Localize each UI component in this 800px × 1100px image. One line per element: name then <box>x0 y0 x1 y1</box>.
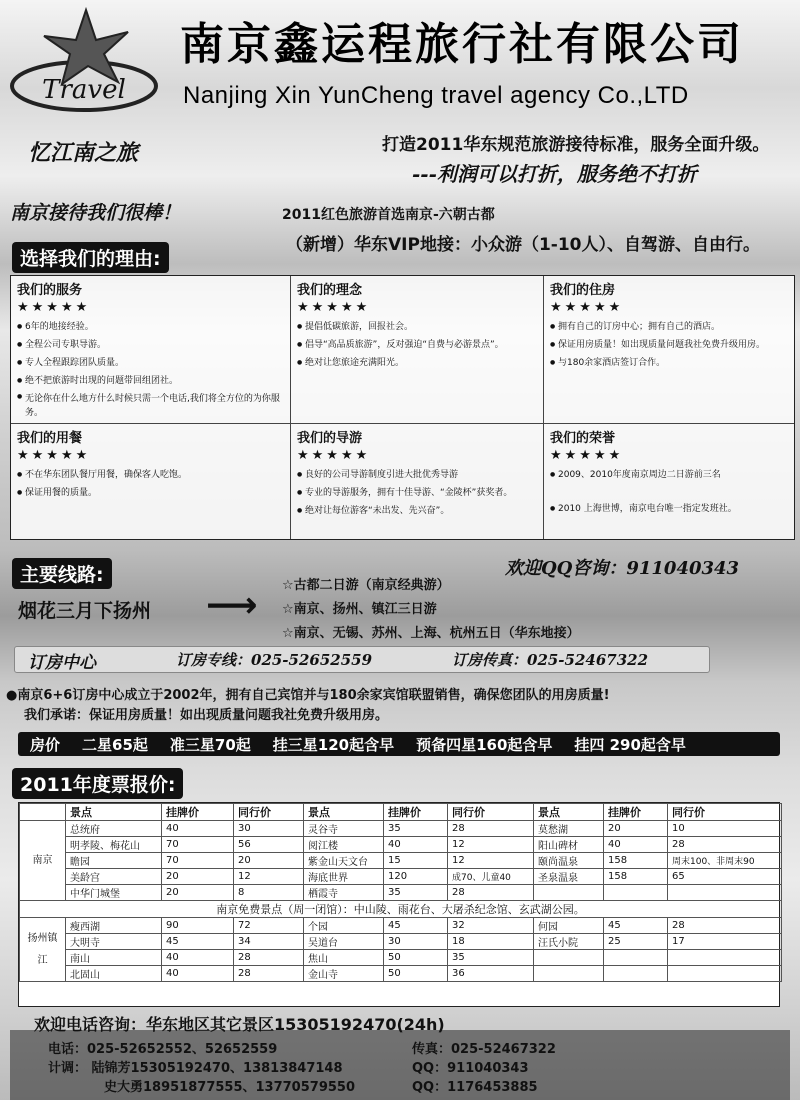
cell: 莫愁湖 <box>534 821 604 837</box>
cell: 南山 <box>66 950 162 966</box>
cell: 阅江楼 <box>304 837 384 853</box>
cell: 海底世界 <box>304 869 384 885</box>
cell: 65 <box>668 869 782 885</box>
phone-numbers: 电话：025-52652552、52652559 <box>48 1042 278 1057</box>
reason-cell-dining <box>11 424 291 539</box>
reason-item: ● 专人全程跟踪团队质量。 <box>17 354 284 372</box>
cell: 金山寺 <box>304 966 384 982</box>
cell: 栖霞寺 <box>304 885 384 901</box>
cell: 40 <box>162 950 234 966</box>
route-highlight: 烟花三月下扬州 <box>18 600 152 622</box>
cell: 25 <box>604 934 668 950</box>
reason-item: ● 保证用房质量！如出现质量问题我社免费升级用房。 <box>550 336 788 354</box>
cell: 瘦西湖 <box>66 918 162 934</box>
table-row <box>20 853 782 869</box>
reason-item: ● 不在华东团队餐厅用餐，确保客人吃饱。 <box>17 466 284 484</box>
cell: 34 <box>234 934 304 950</box>
reason-item: ● 专业的导游服务，拥有十佳导游、“金陵杯”获奖者。 <box>297 484 537 502</box>
region-yangzhou-zhenjiang: 扬州镇江 <box>20 918 66 982</box>
cell: 圣泉温泉 <box>534 869 604 885</box>
col-header: 同行价 <box>234 804 304 821</box>
cell: 28 <box>448 885 534 901</box>
booking-note: ●南京6+6订房中心成立于2002年，拥有自己宾馆并与180余家宾馆联盟销售，确保您团队的用房质量! <box>6 688 610 703</box>
star-rating: ★★★★★ <box>17 300 91 315</box>
reason-cell-philosophy <box>291 276 544 424</box>
reason-cell-service <box>11 276 291 424</box>
cell: 45 <box>162 934 234 950</box>
cell: 28 <box>668 837 782 853</box>
cell: 45 <box>384 918 448 934</box>
cell: 紫金山天文台 <box>304 853 384 869</box>
cell: 20 <box>604 821 668 837</box>
cell: 18 <box>448 934 534 950</box>
cell: 中华门城堡 <box>66 885 162 901</box>
cell: 50 <box>384 966 448 982</box>
reason-item: ● 6年的地接经验。 <box>17 318 284 336</box>
cell: 35 <box>384 885 448 901</box>
contact-fax: 传真：025-52467322 <box>412 1042 556 1057</box>
cell: 40 <box>604 837 668 853</box>
reason-item: ● 良好的公司导游制度引进大批优秀导游 <box>297 466 537 484</box>
table-row <box>20 934 782 950</box>
reason-item: ● 2010 上海世博，南京电台唯一指定发班社。 <box>550 500 788 518</box>
route-item: ☆南京、扬州、镇江三日游 <box>282 602 437 617</box>
reasons-header: 选择我们的理由: <box>12 242 169 273</box>
cell: 12 <box>448 837 534 853</box>
cell: 158 <box>604 869 668 885</box>
hotel-price-bar <box>18 732 780 756</box>
cell <box>534 966 604 982</box>
route-item: ☆南京、无锡、苏州、上海、杭州五日（华东地接） <box>282 626 580 641</box>
cell: 总统府 <box>66 821 162 837</box>
cell: 8 <box>234 885 304 901</box>
reason-item: ● 倡导“高品质旅游”，反对强迫“自费与必游景点”。 <box>297 336 537 354</box>
free-attractions-row <box>20 901 782 918</box>
star-rating: ★★★★★ <box>17 448 91 463</box>
cell <box>668 966 782 982</box>
cell: 30 <box>234 821 304 837</box>
cell: 大明寺 <box>66 934 162 950</box>
reason-item: ● 绝不把旅游时出现的问题带回组团社。 <box>17 372 284 390</box>
col-header: 同行价 <box>448 804 534 821</box>
cell: 明孝陵、梅花山 <box>66 837 162 853</box>
cell: 36 <box>448 966 534 982</box>
reason-item: ● 保证用餐的质量。 <box>17 484 284 502</box>
cell: 40 <box>384 837 448 853</box>
table-row <box>20 821 782 837</box>
table-row <box>20 966 782 982</box>
cell: 120 <box>384 869 448 885</box>
region-nanjing: 南京 <box>20 821 66 901</box>
reason-item: ● 与180余家酒店签订合作。 <box>550 354 788 372</box>
slogan-discount: ---利润可以打折，服务绝不打折 <box>412 162 697 186</box>
cell: 北固山 <box>66 966 162 982</box>
booking-fax: 订房传真：025-52467322 <box>452 651 649 669</box>
price-item: 二星65起 <box>82 735 148 754</box>
cell: 30 <box>384 934 448 950</box>
reason-cell-honors <box>544 424 794 539</box>
cell: 20 <box>162 869 234 885</box>
cell: 70 <box>162 853 234 869</box>
cell: 吴道台 <box>304 934 384 950</box>
reason-item: ● 绝对让您旅途充满阳光。 <box>297 354 537 372</box>
cell <box>668 950 782 966</box>
price-item: 准三星70起 <box>169 735 251 754</box>
cell: 17 <box>668 934 782 950</box>
cell: 72 <box>234 918 304 934</box>
cell: 20 <box>234 853 304 869</box>
col-header: 挂牌价 <box>384 804 448 821</box>
col-header: 景点 <box>66 804 162 821</box>
qq-welcome: 欢迎QQ咨询：911040343 <box>505 558 740 579</box>
memory-tagline: 忆江南之旅 <box>28 140 139 166</box>
star-rating: ★★★★★ <box>297 448 371 463</box>
route-item: ☆古都二日游（南京经典游） <box>282 578 450 593</box>
star-rating: ★★★★★ <box>297 300 371 315</box>
reason-title: 我们的导游 <box>297 431 363 446</box>
col-header: 同行价 <box>668 804 782 821</box>
arrow-right-icon: ⟶ <box>206 585 258 626</box>
reason-item: ● 2009、2010年度南京周边二日游前三名 <box>550 466 788 484</box>
table-row <box>20 837 782 853</box>
logo-text: Travel <box>42 75 126 105</box>
cell <box>604 885 668 901</box>
price-item: 预备四星160起含早 <box>416 735 553 754</box>
reason-title: 我们的服务 <box>17 283 83 298</box>
cell <box>604 950 668 966</box>
cell: 28 <box>668 918 782 934</box>
col-header: 挂牌价 <box>604 804 668 821</box>
reason-title: 我们的用餐 <box>17 431 83 446</box>
cell: 周末100、非周末90 <box>668 853 782 869</box>
vip-line: （新增）华东VIP地接：小众游（1-10人）、自驾游、自由行。 <box>286 235 760 255</box>
reason-cell-guide <box>291 424 544 539</box>
price-item: 挂四 290起含早 <box>574 735 686 754</box>
reason-item: ● 绝对让每位游客“未出发、先兴奋”。 <box>297 502 537 520</box>
cell: 美龄宫 <box>66 869 162 885</box>
cell: 32 <box>448 918 534 934</box>
company-name-cn: 南京鑫运程旅行社有限公司 <box>180 19 744 70</box>
routes-header: 主要线路: <box>12 558 112 589</box>
cell: 焦山 <box>304 950 384 966</box>
booking-hotline: 订房专线：025-52652559 <box>176 651 373 669</box>
table-row <box>20 950 782 966</box>
booking-center-label: 订房中心 <box>28 653 96 673</box>
price-label: 房价 <box>30 735 61 754</box>
reason-item: ● 全程公司专职导游。 <box>17 336 284 354</box>
cell: 阳山碑材 <box>534 837 604 853</box>
table-row <box>20 869 782 885</box>
table-header-row <box>20 804 782 821</box>
contact-qq: QQ：911040343 <box>412 1061 529 1076</box>
reason-title: 我们的理念 <box>297 283 363 298</box>
reason-title: 我们的荣誉 <box>550 431 616 446</box>
cell: 40 <box>162 821 234 837</box>
cell <box>534 950 604 966</box>
table-row <box>20 885 782 901</box>
cell: 个园 <box>304 918 384 934</box>
cell: 10 <box>668 821 782 837</box>
reasons-grid <box>10 275 795 540</box>
cell: 12 <box>448 853 534 869</box>
star-rating: ★★★★★ <box>550 448 624 463</box>
cell: 15 <box>384 853 448 869</box>
price-item: 挂三星120起含早 <box>272 735 395 754</box>
praise-tagline: 南京接待我们很棒！ <box>10 202 182 224</box>
cell: 瞻园 <box>66 853 162 869</box>
cell: 成70、儿童40 <box>448 869 534 885</box>
cell: 35 <box>448 950 534 966</box>
cell: 35 <box>384 821 448 837</box>
travel-logo <box>8 6 160 116</box>
star-rating: ★★★★★ <box>550 300 624 315</box>
cell: 12 <box>234 869 304 885</box>
cell: 45 <box>604 918 668 934</box>
cell: 50 <box>384 950 448 966</box>
reason-item: ● 无论你在什么地方什么时候只需一个电话,我们将全方位的为你服务。 <box>17 390 284 420</box>
reason-title: 我们的住房 <box>550 283 616 298</box>
reason-item: ● 拥有自己的订房中心；拥有自己的酒店。 <box>550 318 788 336</box>
company-name-en: Nanjing Xin YunCheng travel agency Co.,LTD <box>183 82 689 109</box>
cell: 56 <box>234 837 304 853</box>
cell <box>668 885 782 901</box>
cell <box>534 885 604 901</box>
cell: 90 <box>162 918 234 934</box>
free-attractions-note: 南京免费景点（周一闭馆）：中山陵、雨花台、大屠杀纪念馆、玄武湖公园。 <box>20 901 782 918</box>
reason-item: ● 提倡低碳旅游，回报社会。 <box>297 318 537 336</box>
slogan-upgrade: 打造2011华东规范旅游接待标准，服务全面升级。 <box>382 135 770 155</box>
booking-promise: 我们承诺：保证用房质量！如出现质量问题我社免费升级用房。 <box>24 708 389 723</box>
cell: 灵谷寺 <box>304 821 384 837</box>
phone-welcome: 欢迎电话咨询：华东地区其它景区15305192470(24h) <box>34 1015 445 1034</box>
cell: 何园 <box>534 918 604 934</box>
cell: 28 <box>448 821 534 837</box>
ticket-price-table <box>18 802 780 1007</box>
cell: 70 <box>162 837 234 853</box>
cell: 28 <box>234 966 304 982</box>
dispatcher-line: 计调： 陆锦芳15305192470、13813847148 <box>48 1061 343 1076</box>
col-header: 挂牌价 <box>162 804 234 821</box>
cell: 158 <box>604 853 668 869</box>
tickets-header: 2011年度票报价: <box>12 768 183 799</box>
reason-cell-lodging <box>544 276 794 424</box>
cell: 20 <box>162 885 234 901</box>
cell: 汪氏小院 <box>534 934 604 950</box>
contact-qq: QQ：1176453885 <box>412 1080 538 1095</box>
cell: 40 <box>162 966 234 982</box>
cell: 28 <box>234 950 304 966</box>
table-row <box>20 918 782 934</box>
col-header: 景点 <box>304 804 384 821</box>
dispatcher-line: 史大勇18951877555、13770579550 <box>104 1080 355 1095</box>
cell: 颐尚温泉 <box>534 853 604 869</box>
cell <box>604 966 668 982</box>
red-tour-line: 2011红色旅游首选南京-六朝古都 <box>282 207 495 223</box>
col-header: 景点 <box>534 804 604 821</box>
